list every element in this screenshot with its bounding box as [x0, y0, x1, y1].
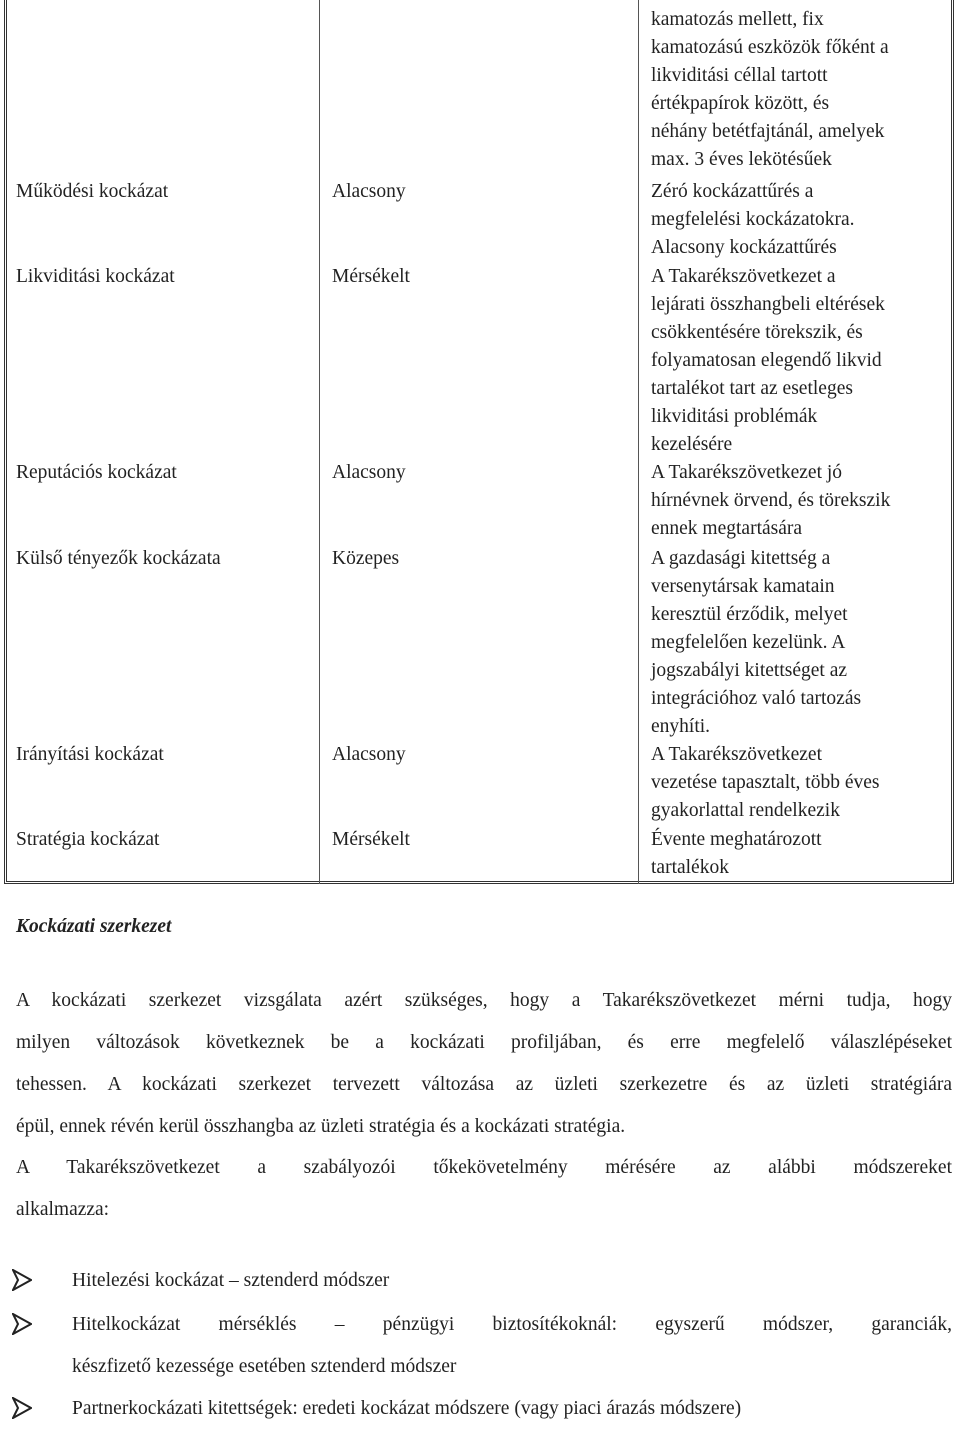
- paragraph-line: A Takarékszövetkezet a szabályozói tőkekövetelmény mérésére az alábbi módszereket: [16, 1157, 952, 1178]
- table-row-desc: [651, 263, 949, 459]
- table-row-level: Közepes: [332, 548, 400, 569]
- list-line: Hitelezési kockázat – sztenderd módszer: [72, 1270, 390, 1291]
- cell-line: ennek megtartására: [651, 518, 803, 539]
- list-line: Partnerkockázati kitettségek: eredeti kockázat módszere (vagy piaci árazás módszere): [72, 1398, 742, 1419]
- cell-line: csökkentésére törekszik, és: [651, 322, 863, 343]
- cell-line: értékpapírok között, és: [651, 93, 830, 114]
- cell-line: megfelelési kockázatokra.: [651, 209, 855, 230]
- section-heading: Kockázati szerkezet: [16, 916, 172, 937]
- table-row-name: Reputációs kockázat: [16, 462, 177, 483]
- table-row-desc: [651, 741, 949, 825]
- cell-line: tartalékok: [651, 857, 729, 878]
- table-row-name: Stratégia kockázat: [16, 829, 160, 850]
- table-divider: [638, 0, 639, 884]
- table-cell-continued: [651, 6, 949, 174]
- cell-line: enyhíti.: [651, 716, 711, 737]
- list-item-text: [72, 1260, 960, 1302]
- cell-line: A Takarékszövetkezet jó: [651, 462, 843, 483]
- table-row-name: Likviditási kockázat: [16, 266, 175, 287]
- cell-line: gyakorlattal rendelkezik: [651, 800, 840, 821]
- paragraph-line: tehessen. A kockázati szerkezet tervezett változása az üzleti szerkezetre és az üzleti stratégiára: [16, 1074, 952, 1095]
- cell-line: hírnévnek örvend, és törekszik: [651, 490, 891, 511]
- table-row-level: Alacsony: [332, 181, 406, 202]
- table-divider: [319, 0, 320, 884]
- list-line: Hitelkockázat mérséklés – pénzügyi biztosítékoknál: egyszerű módszer, garanciák,: [72, 1314, 952, 1335]
- table-row-desc: [651, 545, 949, 741]
- cell-line: likviditási problémák: [651, 406, 818, 427]
- paragraph-methods-intro: [16, 1147, 952, 1231]
- arrowhead-bullet-icon: [12, 1397, 32, 1419]
- paragraph-risk-structure: [16, 980, 952, 1148]
- table-row-level: Alacsony: [332, 462, 406, 483]
- cell-line: A Takarékszövetkezet: [651, 744, 822, 765]
- cell-line: likviditási céllal tartott: [651, 65, 828, 86]
- cell-line: vezetése tapasztalt, több éves: [651, 772, 880, 793]
- paragraph-line: alkalmazza:: [16, 1199, 110, 1220]
- cell-line: jogszabályi kitettséget az: [651, 660, 848, 681]
- cell-line: tartalékot tart az esetleges: [651, 378, 853, 399]
- arrowhead-bullet-icon: [12, 1269, 32, 1291]
- cell-line: Alacsony kockázattűrés: [651, 237, 837, 258]
- cell-line: keresztül érződik, melyet: [651, 604, 848, 625]
- cell-line: megfelelően kezelünk. A: [651, 632, 846, 653]
- table-row-level: Mérsékelt: [332, 266, 410, 287]
- cell-line: A gazdasági kitettség a: [651, 548, 831, 569]
- cell-line: versenytársak kamatain: [651, 576, 835, 597]
- list-item-text: [72, 1304, 952, 1388]
- cell-line: kamatozású eszközök főként a: [651, 37, 889, 58]
- paragraph-line: milyen változások következnek be a kockázati profiljában, és erre megfelelő válaszlépéseket: [16, 1032, 952, 1053]
- cell-line: Évente meghatározott: [651, 829, 822, 850]
- paragraph-line: A kockázati szerkezet vizsgálata azért szükséges, hogy a Takarékszövetkezet mérni tudja, hogy: [16, 990, 952, 1011]
- cell-line: lejárati összhangbeli eltérések: [651, 294, 885, 315]
- table-row-desc: [651, 826, 949, 882]
- table-row-name: Működési kockázat: [16, 181, 169, 202]
- table-row-desc: [651, 459, 949, 543]
- table-row-level: Alacsony: [332, 744, 406, 765]
- cell-line: néhány betétfajtánál, amelyek: [651, 121, 885, 142]
- table-row-name: Irányítási kockázat: [16, 744, 164, 765]
- cell-line: kezelésére: [651, 434, 733, 455]
- list-line: készfizető kezessége esetében sztenderd módszer: [72, 1356, 457, 1377]
- cell-line: max. 3 éves lekötésűek: [651, 149, 832, 170]
- cell-line: integrációhoz való tartozás: [651, 688, 862, 709]
- cell-line: Zéró kockázattűrés a: [651, 181, 814, 202]
- paragraph-line: épül, ennek révén kerül összhangba az üzleti stratégia és a kockázati stratégia.: [16, 1116, 626, 1137]
- cell-line: A Takarékszövetkezet a: [651, 266, 836, 287]
- cell-line: kamatozás mellett, fix: [651, 9, 824, 30]
- table-row-level: Mérsékelt: [332, 829, 410, 850]
- arrowhead-bullet-icon: [12, 1313, 32, 1335]
- cell-line: folyamatosan elegendő likvid: [651, 350, 882, 371]
- table-row-name: Külső tényezők kockázata: [16, 548, 221, 569]
- table-row-desc: [651, 178, 949, 262]
